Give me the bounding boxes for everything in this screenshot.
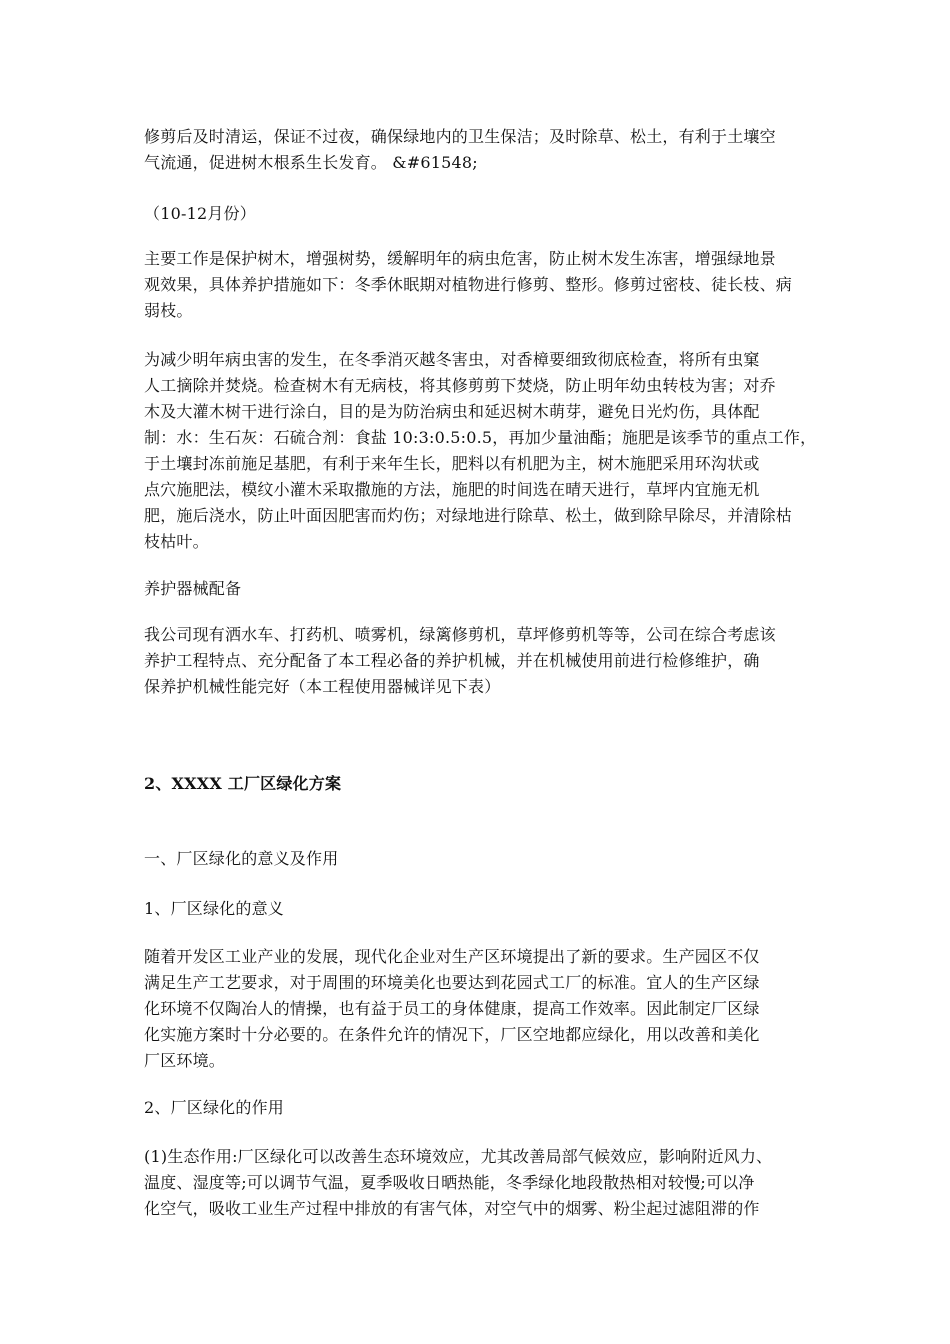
paragraph-meaning-body: 随着开发区工业产业的发展，现代化企业对生产区环境提出了新的要求。生产园区不仅 满足生产工艺要求，对于周围的环境美化也要达到花园式工厂的标准。宜人的生产区绿 化环境不仅陶冶人的情操，也有益于员工的身体健康，提高工作效率。因此制定厂区绿 化实施方案时十分必要的。在条件允许的情况下，厂区空地都应绿化，用以改善和美化 厂区环境。 <box>144 947 760 1070</box>
subheading-role: 2、厂区绿化的作用 <box>144 1098 284 1117</box>
paragraph-winter-main-work: 主要工作是保护树木，增强树势，缓解明年的病虫危害，防止树木发生冻害，增强绿地景 观效果，具体养护措施如下：冬季休眠期对植物进行修剪、整形。修剪过密枝、徒长枝、病 弱枝。 <box>144 249 793 320</box>
section-heading-factory-greening: 2、XXXX 工厂区绿化方案 <box>144 774 342 793</box>
paragraph-pest-control: 为减少明年病虫害的发生，在冬季消灭越冬害虫，对香樟要细致彻底检查，将所有虫窠 人工摘除并焚烧。检查树木有无病枝，将其修剪剪下焚烧，防止明年幼虫转枝为害；对乔 木及大灌木树干进行涂白，目的是为防治病虫和延迟树木萌芽，避免日光灼伤，具体配 制：水：生石灰：石硫合剂：食盐 10:3:0.5:0.5，再加少量油酯；施肥是该季节的重点工作， 于土壤封冻前施足基肥，有利于来年生长，肥料以有机肥为主，树木施肥采用环沟状或 点穴施肥法，模纹小灌木采取撒施的方法，施肥的时间选在晴天进行，草坪内宜施无机 肥，施后浇水，防止叶面因肥害而灼伤；对绿地进行除草、松土，做到除早除尽，并清除枯 枝枯叶。 <box>144 350 817 551</box>
subheading-meaning-and-role: 一、厂区绿化的意义及作用 <box>144 849 339 868</box>
paragraph-season-heading: （10-12月份） <box>144 204 256 223</box>
paragraph-ecological-role: (1)生态作用:厂区绿化可以改善生态环境效应，尤其改善局部气候效应，影响附近风力、 温度、湿度等;可以调节气温，夏季吸收日晒热能，冬季绿化地段散热相对较慢;可以净 化空气，吸收工业生产过程中排放的有害气体，对空气中的烟雾、粉尘起过滤阻滞的作 <box>144 1147 773 1218</box>
paragraph-pruning-cleanup: 修剪后及时清运，保证不过夜，确保绿地内的卫生保洁；及时除草、松土，有利于土壤空 气流通，促进树木根系生长发育。 &#61548; <box>144 127 776 172</box>
paragraph-equipment-heading: 养护器械配备 <box>144 579 242 598</box>
subheading-meaning: 1、厂区绿化的意义 <box>144 899 284 918</box>
paragraph-equipment-description: 我公司现有洒水车、打药机、喷雾机，绿篱修剪机，草坪修剪机等等，公司在综合考虑该 养护工程特点、充分配备了本工程必备的养护机械，并在机械使用前进行检修维护，确 保养护机械性能完好（本工程使用器械详见下表） <box>144 625 776 696</box>
